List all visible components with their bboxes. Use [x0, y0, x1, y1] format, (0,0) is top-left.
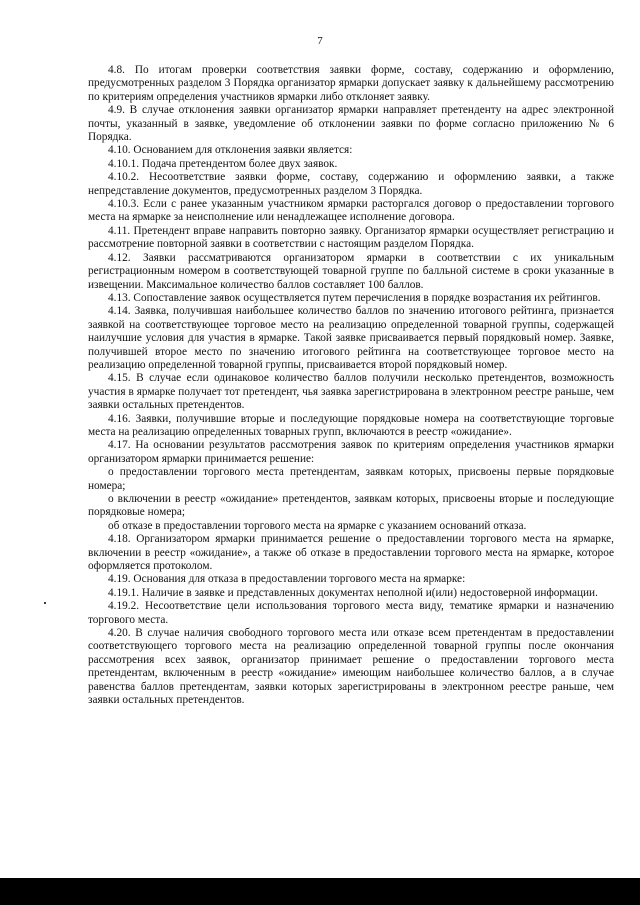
paragraph-4-20: 4.20. В случае наличия свободного торгового места или отказе всем претендентам в предоставлении соответствующего торгового места на реализацию определенной товарной группы после окончания рассмотрения всех заявок, организатор принимает решение о предоставлении торгового места претендентам, включенным в реестр «ожидание» имеющим наибольшее количество баллов, а в случае равенства баллов претендентам, заявки которых зарегистрированы в электронном реестре раньше, чем заявки остальных претендентов.	[88, 627, 614, 707]
document-body	[88, 64, 614, 708]
paragraph-4-12: 4.12. Заявки рассматриваются организатором ярмарки в соответствии с их уникальным регистрационным номером в соответствующей товарной группе по балльной системе в сроки указанные в извещении. Максимальное количество баллов составляет 100 баллов.	[88, 251, 614, 291]
paragraph-4-8: 4.8. По итогам проверки соответствия заявки форме, составу, содержанию и оформлению, предусмотренных разделом 3 Порядка организатор ярмарки допускает заявку к дальнейшему рассмотрению по критериям определения участников ярмарки либо отклоняет заявку.	[88, 64, 614, 103]
paragraph-4-10-3: 4.10.3. Если с ранее указанным участником ярмарки расторгался договор о предоставлении торгового места на ярмарке за неисполнение или ненадлежащее исполнение договора.	[88, 198, 614, 224]
paragraph-4-10-1: 4.10.1. Подача претендентом более двух заявок.	[108, 157, 338, 170]
paragraph-4-13: 4.13. Сопоставление заявок осуществляется путем перечисления в порядке возрастания их рейтингов.	[108, 291, 601, 304]
paragraph-4-16: 4.16. Заявки, получившие вторые и последующие порядковые номера на соответствующие торговые места на реализацию определенных товарных групп, включаются в реестр «ожидание».	[88, 412, 614, 438]
paragraph-4-18: 4.18. Организатором ярмарки принимается решение о предоставлении торгового места на ярмарке, включении в реестр «ожидание», а также об отказе в предоставлении торгового места на ярмарке, которое оформляется протоколом.	[88, 533, 614, 573]
paragraph-4-17-item-1: о предоставлении торгового места претендентам, заявкам которых, присвоены первые порядковые номера;	[88, 466, 614, 492]
scan-dark-edge	[0, 878, 640, 905]
paragraph-4-17-item-2: о включении в реестр «ожидание» претендентов, заявкам которых, присвоены вторые и последующие порядковые номера;	[88, 493, 614, 519]
paragraph-4-9: 4.9. В случае отклонения заявки организатор ярмарки направляет претенденту на адрес электронной почты, указанный в заявке, уведомление об отклонении заявки по форме согласно приложению № 6 Порядка.	[88, 104, 614, 144]
paragraph-4-17-item-3: об отказе в предоставлении торгового места на ярмарке с указанием оснований отказа.	[108, 519, 527, 532]
paragraph-4-19: 4.19. Основания для отказа в предоставлении торгового места на ярмарке:	[108, 573, 466, 586]
paragraph-4-14: 4.14. Заявка, получившая наибольшее количество баллов по значению итогового рейтинга, признается заявкой на соответствующее торговое место на реализацию определенной товарной группы, содержащей наилучшие условия для участия в ярмарке. Такой заявке присваивается первый порядковый номер. Заявке, получившей второе место по значению итогового рейтинга на соответствующее торговое место на реализацию определенной товарной группы, присваивается второй порядковый номер.	[88, 305, 614, 371]
paragraph-4-17: 4.17. На основании результатов рассмотрения заявок по критериям определения участников ярмарки организатором ярмарки принимается решение:	[88, 439, 614, 465]
paragraph-4-11: 4.11. Претендент вправе направить повторно заявку. Организатор ярмарки осуществляет регистрацию и рассмотрение повторной заявки в соответствии с настоящим разделом Порядка.	[88, 224, 614, 251]
paragraph-4-19-2: 4.19.2. Несоответствие цели использования торгового места виду, тематике ярмарки и назначению торгового места.	[88, 600, 614, 626]
paragraph-4-10-2: 4.10.2. Несоответствие заявки форме, составу, содержанию и оформлению заявки, а также непредставление документов, предусмотренных разделом 3 Порядка.	[88, 171, 614, 197]
page-number: 7	[317, 35, 323, 47]
paragraph-4-10: 4.10. Основанием для отклонения заявки является:	[108, 144, 353, 157]
paragraph-4-19-1: 4.19.1. Наличие в заявке и представленных документах неполной и(или) недостоверной информации.	[108, 586, 598, 599]
scan-speck	[44, 602, 46, 604]
paragraph-4-15: 4.15. В случае если одинаковое количество баллов получили несколько претендентов, возможность участия в ярмарке получает тот претендент, чья заявка зарегистрирована в электронном реестре раньше, чем заявки остальных претендентов.	[88, 372, 614, 412]
